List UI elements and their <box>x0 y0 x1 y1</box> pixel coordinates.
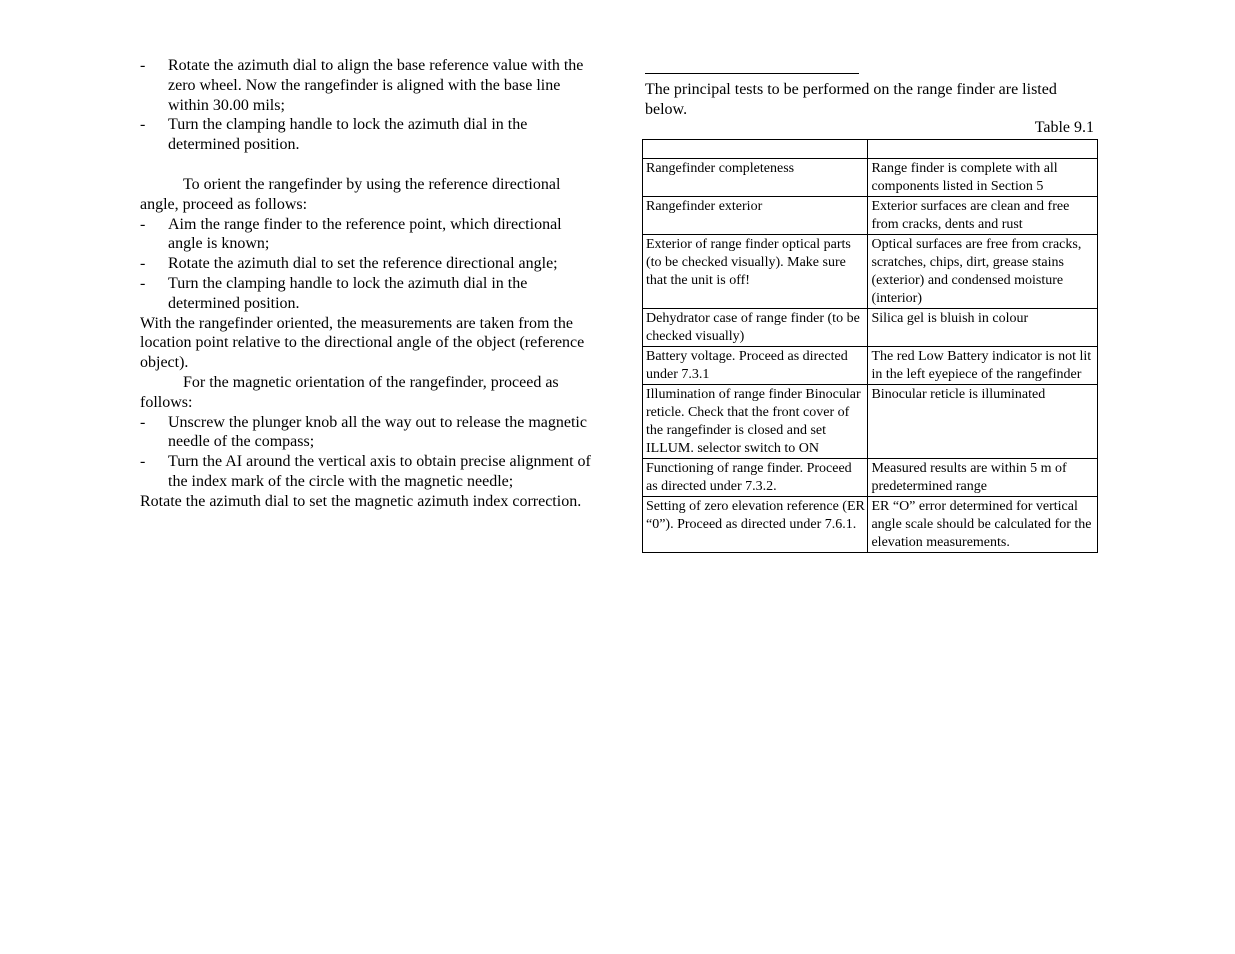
table-row <box>643 459 1098 497</box>
intro-paragraph: The principal tests to be performed on the range finder are listed below. <box>645 81 1057 118</box>
bullet-dash: - <box>140 255 146 273</box>
table-cell-result: Measured results are within 5 m of predetermined range <box>868 459 1098 497</box>
table-header-row <box>643 140 1098 159</box>
table-cell-test: Exterior of range finder optical parts (to be checked visually). Make sure that the unit is off! <box>643 235 868 309</box>
table-cell-test: Rangefinder completeness <box>643 159 868 197</box>
paragraph-orient: To orient the rangefinder by using the reference directional angle, proceed as follows: <box>140 175 561 213</box>
tests-table <box>642 139 1098 553</box>
list-item-text: Unscrew the plunger knob all the way out to release the magnetic needle of the compass; <box>168 413 587 451</box>
table-cell-test: Functioning of range finder. Proceed as directed under 7.3.2. <box>643 459 868 497</box>
left-column <box>140 56 595 512</box>
table-cell-test: Battery voltage. Proceed as directed under 7.3.1 <box>643 347 868 385</box>
table-cell-test: Illumination of range finder Binocular reticle. Check that the front cover of the rangefinder is closed and set ILLUM. selector switch to ON <box>643 385 868 459</box>
horizontal-rule <box>645 73 859 74</box>
table-cell-result: Binocular reticle is illuminated <box>868 385 1098 459</box>
list-item-text: Turn the AI around the vertical axis to obtain precise alignment of the index mark of the circle with the magnetic needle; <box>168 453 591 490</box>
table-label: Table 9.1 <box>1034 119 1094 136</box>
bullet-dash: - <box>140 453 146 471</box>
list-item-text: Rotate the azimuth dial to align the base reference value with the zero wheel. Now the rangefinder is aligned with the base line within 30.00 mils; <box>168 57 584 114</box>
table-header-cell <box>643 140 868 159</box>
list-item-text: Aim the range finder to the reference point, which directional angle is known; <box>168 215 562 253</box>
paragraph-measure: With the rangefinder oriented, the measurements are taken from the location point relative to the directional angle of the object (reference object). <box>140 314 585 372</box>
bullet-dash: - <box>140 274 146 292</box>
table-cell-result: Range finder is complete with all components listed in Section 5 <box>868 159 1098 197</box>
bullet-dash: - <box>140 215 146 233</box>
list-item <box>140 215 595 255</box>
paragraph-rotate: Rotate the azimuth dial to set the magnetic azimuth index correction. <box>140 492 582 510</box>
table-header-cell <box>868 140 1098 159</box>
table-cell-test: Rangefinder exterior <box>643 197 868 235</box>
table-cell-test: Setting of zero elevation reference (ER “0”). Proceed as directed under 7.6.1. <box>643 497 868 553</box>
paragraph-gap <box>140 155 595 175</box>
list-item-text: Rotate the azimuth dial to set the reference directional angle; <box>168 255 558 273</box>
table-row <box>643 497 1098 553</box>
list-item <box>140 56 595 115</box>
table-row <box>643 159 1098 197</box>
list-item <box>140 254 595 274</box>
bullet-dash: - <box>140 57 146 74</box>
bullet-dash: - <box>140 413 146 431</box>
list-item-text: Turn the clamping handle to lock the azimuth dial in the determined position. <box>168 274 528 312</box>
table-row <box>643 309 1098 347</box>
table-row <box>643 347 1098 385</box>
list-item <box>140 115 595 155</box>
table-cell-result: Silica gel is bluish in colour <box>868 309 1098 347</box>
table-cell-result: Optical surfaces are free from cracks, scratches, chips, dirt, grease stains (exterior) and condensed moisture (interior) <box>868 235 1098 309</box>
table-row <box>643 197 1098 235</box>
table-cell-test: Dehydrator case of range finder (to be checked visually) <box>643 309 868 347</box>
table-cell-result: ER “O” error determined for vertical angle scale should be calculated for the elevation measurements. <box>868 497 1098 553</box>
bullet-dash: - <box>140 116 146 134</box>
list-item-text: Turn the clamping handle to lock the azimuth dial in the determined position. <box>168 116 528 154</box>
table-cell-result: Exterior surfaces are clean and free from cracks, dents and rust <box>868 197 1098 235</box>
paragraph-magnetic: For the magnetic orientation of the rangefinder, proceed as follows: <box>140 373 559 411</box>
table-row <box>643 235 1098 309</box>
table-row <box>643 385 1098 459</box>
list-item <box>140 452 595 492</box>
list-item <box>140 413 595 453</box>
list-item <box>140 274 595 314</box>
table-cell-result: The red Low Battery indicator is not lit in the left eyepiece of the rangefinder <box>868 347 1098 385</box>
